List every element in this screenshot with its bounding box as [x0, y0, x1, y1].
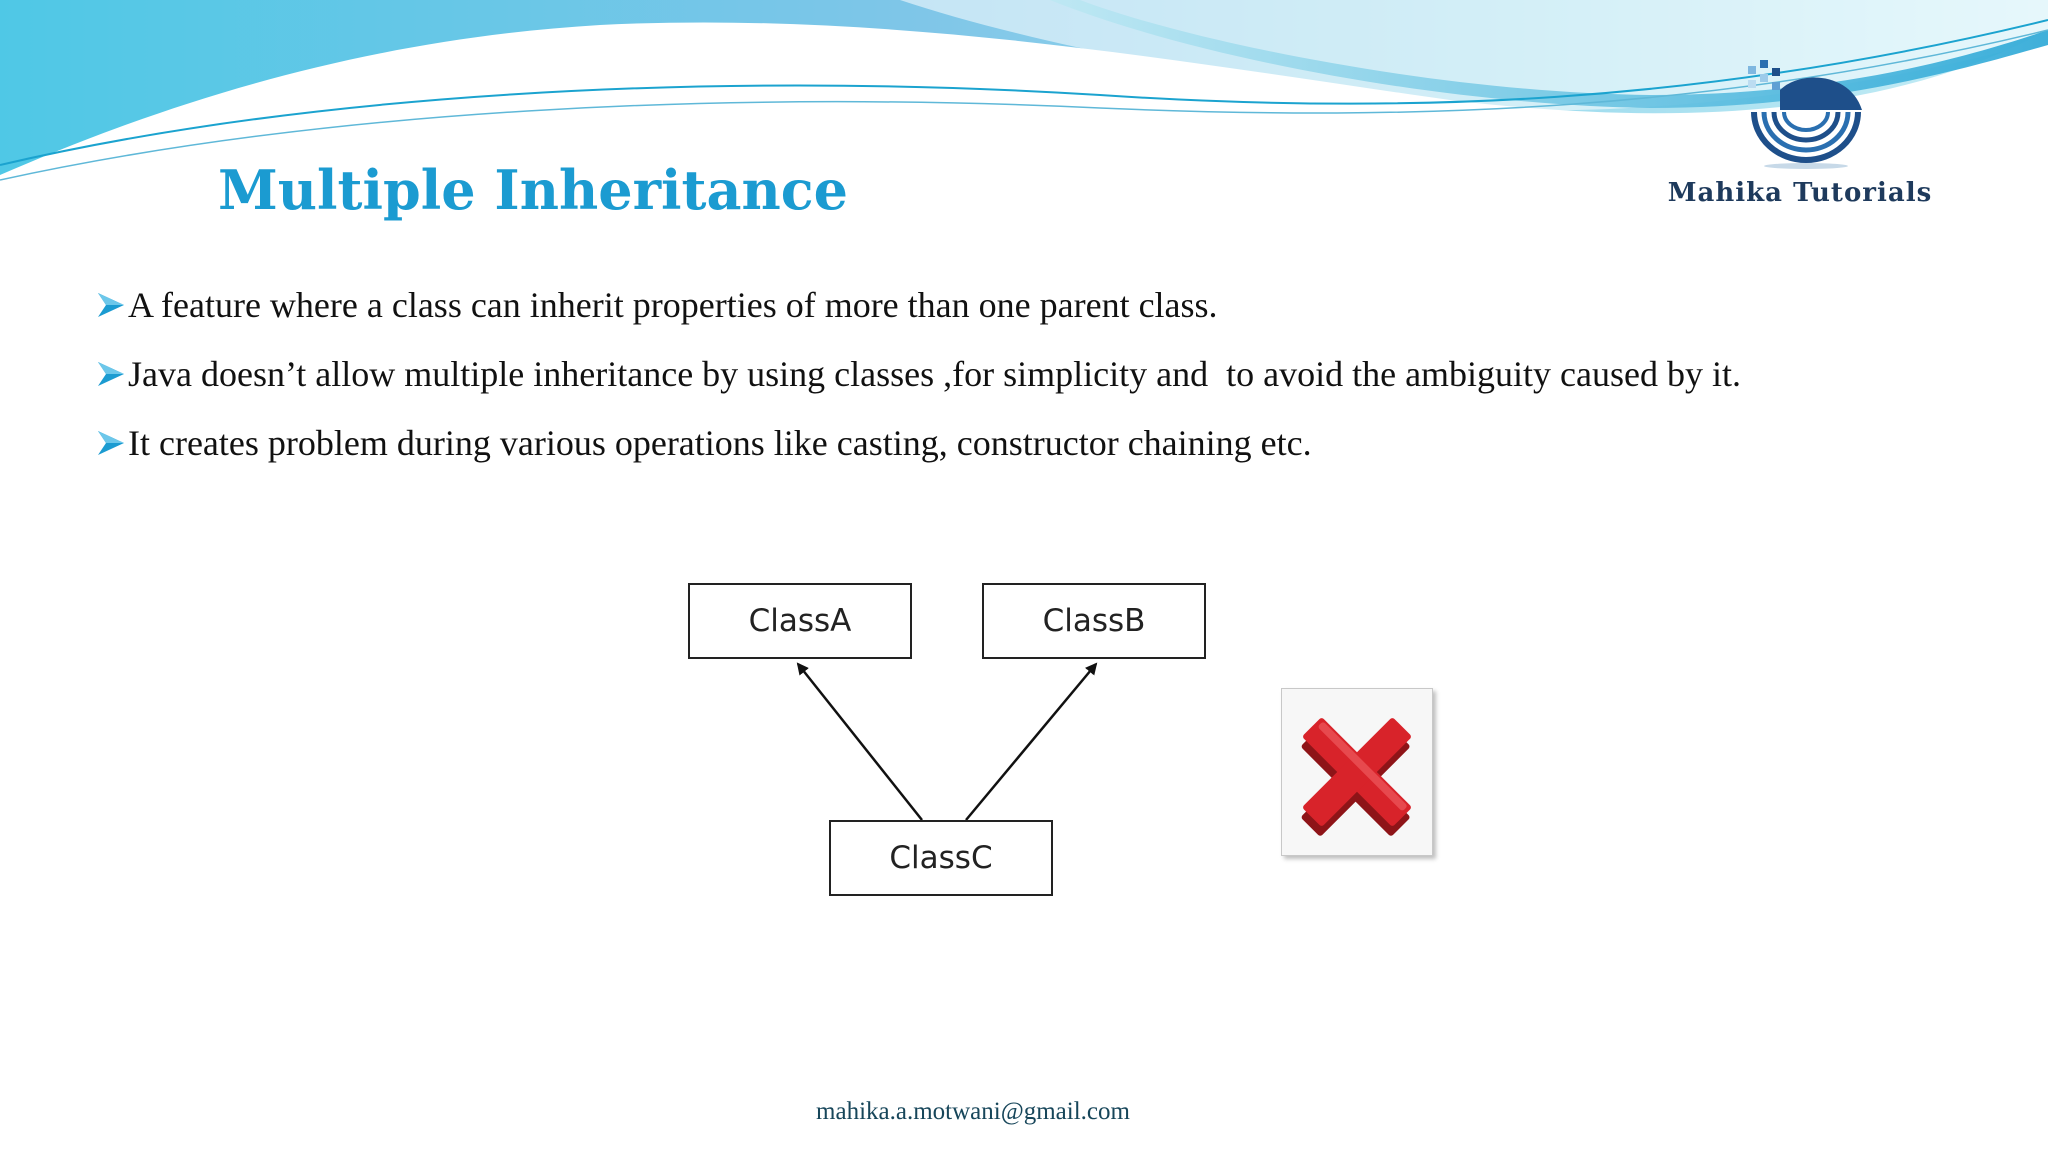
- red-cross-icon: [1281, 688, 1433, 856]
- bullet-text: It creates problem during various operations like casting, constructor chaining etc.: [128, 422, 1312, 463]
- footer-email: mahika.a.motwani@gmail.com: [816, 1098, 1130, 1125]
- bullet-item: [96, 408, 1741, 477]
- class-c-box: ClassC: [829, 820, 1053, 896]
- class-a-box: ClassA: [688, 583, 912, 659]
- brand-logo: [1640, 60, 1960, 230]
- arrow-c-to-a: [798, 664, 922, 820]
- concentric-arcs-logo-icon: [1740, 60, 1870, 170]
- bullet-list: [96, 270, 1741, 477]
- arrow-c-to-b: [966, 664, 1096, 820]
- arrowhead-bullet-icon: [96, 290, 126, 320]
- class-b-box: ClassB: [982, 583, 1206, 659]
- bullet-text: Java doesn’t allow multiple inheritance by using classes ,for simplicity and to avoid the ambiguity caused by it.: [128, 353, 1742, 394]
- logo-text: Mahika Tutorials: [1667, 178, 1933, 208]
- bullet-item: [96, 339, 1741, 408]
- slide-title: Multiple Inheritance: [218, 158, 848, 222]
- arrowhead-bullet-icon: [96, 359, 126, 389]
- bullet-text: A feature where a class can inherit properties of more than one parent class.: [128, 284, 1218, 325]
- arrowhead-bullet-icon: [96, 428, 126, 458]
- bullet-item: [96, 270, 1741, 339]
